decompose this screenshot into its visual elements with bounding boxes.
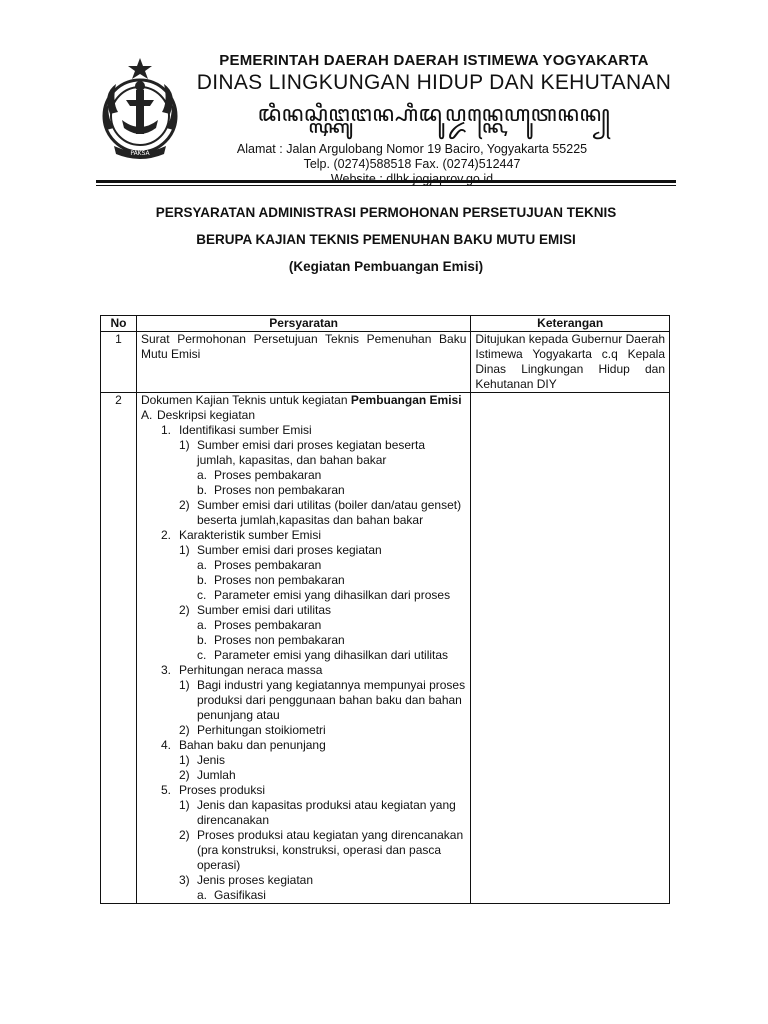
list-marker: 2) <box>178 498 190 512</box>
document-title <box>96 204 676 285</box>
list-text: Proses produksi atau kegiatan yang direncanakan (pra konstruksi, konstruksi, operasi dan pasca operasi) <box>196 828 464 872</box>
list-marker: 4. <box>160 738 171 752</box>
list-text: Karakteristik sumber Emisi <box>178 528 321 542</box>
list-item <box>141 588 466 603</box>
list-item <box>141 543 466 558</box>
list-text: Parameter emisi yang dihasilkan dari proses <box>213 588 451 602</box>
list-marker: b. <box>196 483 207 497</box>
list-text: Proses produksi <box>178 783 265 797</box>
list-marker: 1. <box>160 423 171 437</box>
list-item <box>141 633 466 648</box>
list-text: Sumber emisi dari proses kegiatan beserta jumlah, kapasitas, dan bahan bakar <box>196 438 426 467</box>
list-item <box>141 753 466 768</box>
list-item <box>141 408 466 423</box>
list-item <box>141 603 466 618</box>
list-marker: a. <box>196 618 207 632</box>
list-text: Proses non pembakaran <box>213 633 345 647</box>
list-item <box>141 738 466 753</box>
list-marker: 1) <box>178 798 190 812</box>
list-text: Gasifikasi <box>213 888 266 902</box>
list-item <box>141 663 466 678</box>
website-line: Website : dlhk.jogjaprov.go.id <box>330 172 494 186</box>
table-header-row <box>101 316 670 332</box>
list-text: Perhitungan stoikiometri <box>196 723 326 737</box>
yogyakarta-emblem-icon <box>96 54 184 162</box>
list-item <box>141 723 466 738</box>
list-marker: 3) <box>178 873 190 887</box>
list-marker: 1) <box>178 753 190 767</box>
requirement-intro <box>141 393 466 408</box>
table-row <box>101 332 670 393</box>
list-item <box>141 768 466 783</box>
letterhead-text <box>192 44 676 187</box>
list-text: Proses pembakaran <box>213 468 322 482</box>
list-marker: a. <box>196 558 207 572</box>
list-item <box>141 438 466 468</box>
list-marker: a. <box>196 888 207 902</box>
row-number: 2 <box>101 393 137 904</box>
phone-line: Telp. (0274)588518 Fax. (0274)512447 <box>303 157 521 171</box>
list-text: Jenis dan kapasitas produksi atau kegiatan yang direncanakan <box>196 798 456 827</box>
list-marker: 2) <box>178 768 190 782</box>
letterhead-thick-rule <box>96 180 676 183</box>
table-row <box>101 393 670 904</box>
list-marker: 5. <box>160 783 171 797</box>
emblem-caption: PAKSA <box>130 150 150 157</box>
letterhead-thin-rule <box>96 185 676 186</box>
list-text: Jumlah <box>196 768 236 782</box>
list-marker: 3. <box>160 663 171 677</box>
letterhead <box>96 44 676 186</box>
department-name: DINAS LINGKUNGAN HIDUP DAN KEHUTANAN <box>196 71 672 94</box>
list-text: Proses pembakaran <box>213 618 322 632</box>
row-number: 1 <box>101 332 137 393</box>
header-remarks: Keterangan <box>471 316 670 332</box>
requirement-cell <box>136 393 470 904</box>
list-marker: 1) <box>178 678 190 692</box>
intro-text: Dokumen Kajian Teknis untuk kegiatan <box>140 393 351 407</box>
list-item <box>141 873 466 888</box>
list-item <box>141 423 466 438</box>
list-text: Jenis <box>196 753 225 767</box>
list-marker: b. <box>196 633 207 647</box>
list-item <box>141 648 466 663</box>
list-text: Sumber emisi dari proses kegiatan <box>196 543 382 557</box>
list-marker: 1) <box>178 438 190 452</box>
list-text: Bagi industri yang kegiatannya mempunyai proses produksi dari penggunaan bahan baku dan bahan penunjang atau <box>196 678 466 722</box>
list-marker: 2. <box>160 528 171 542</box>
list-item <box>141 498 466 528</box>
list-text: Proses pembakaran <box>213 558 322 572</box>
list-item <box>141 468 466 483</box>
list-item <box>141 528 466 543</box>
address-line: Alamat : Jalan Argulobang Nomor 19 Baciro, Yogyakarta 55225 <box>236 142 588 156</box>
remarks-cell <box>471 393 670 904</box>
list-text: Perhitungan neraca massa <box>178 663 323 677</box>
list-marker: c. <box>196 648 207 662</box>
javanese-script-line: ꦢꦶꦤꦱ꧀ꦭꦶꦔ꧀ꦏꦸꦔꦤ꧀ꦲꦶꦢꦸꦥ꧀ꦢꦤ꧀ꦏꦺꦲꦸꦠꦤꦤ꧀ <box>257 102 611 127</box>
title-line-3: (Kegiatan Pembuangan Emisi) <box>288 259 484 274</box>
list-item <box>141 783 466 798</box>
list-text: Jenis proses kegiatan <box>196 873 314 887</box>
list-text: Proses non pembakaran <box>213 573 345 587</box>
list-item <box>141 678 466 723</box>
list-marker: b. <box>196 573 207 587</box>
list-item <box>141 828 466 873</box>
list-marker: 2) <box>178 828 190 842</box>
list-text: Sumber emisi dari utilitas <box>196 603 331 617</box>
list-item <box>141 483 466 498</box>
header-requirement: Persyaratan <box>136 316 470 332</box>
list-text: Parameter emisi yang dihasilkan dari utilitas <box>213 648 449 662</box>
list-item <box>141 558 466 573</box>
title-line-1: PERSYARATAN ADMINISTRASI PERMOHONAN PERSETUJUAN TEKNIS <box>155 205 617 220</box>
list-marker: a. <box>196 468 207 482</box>
government-name: PEMERINTAH DAERAH DAERAH ISTIMEWA YOGYAKARTA <box>219 52 649 69</box>
intro-bold: Pembuangan Emisi <box>350 393 462 407</box>
list-marker: 1) <box>178 543 190 557</box>
list-text: Deskripsi kegiatan <box>156 408 255 422</box>
list-marker: 2) <box>178 603 190 617</box>
list-marker: A. <box>140 408 153 422</box>
header-no: No <box>101 316 137 332</box>
requirements-table <box>100 315 670 904</box>
list-item <box>141 573 466 588</box>
list-marker: 2) <box>178 723 190 737</box>
title-line-2: BERUPA KAJIAN TEKNIS PEMENUHAN BAKU MUTU EMISI <box>196 232 576 247</box>
remarks-cell: Ditujukan kepada Gubernur Daerah Istimewa Yogyakarta c.q Kepala Dinas Lingkungan Hidup dan Kehutanan DIY <box>471 332 670 393</box>
requirement-cell: Surat Permohonan Persetujuan Teknis Pemenuhan Baku Mutu Emisi <box>136 332 470 393</box>
list-item <box>141 798 466 828</box>
list-text: Proses non pembakaran <box>213 483 345 497</box>
list-item <box>141 888 466 903</box>
list-marker: c. <box>196 588 207 602</box>
list-text: Sumber emisi dari utilitas (boiler dan/atau genset) beserta jumlah,kapasitas dan bahan bakar <box>196 498 462 527</box>
list-text: Identifikasi sumber Emisi <box>178 423 312 437</box>
list-item <box>141 618 466 633</box>
list-text: Bahan baku dan penunjang <box>178 738 326 752</box>
